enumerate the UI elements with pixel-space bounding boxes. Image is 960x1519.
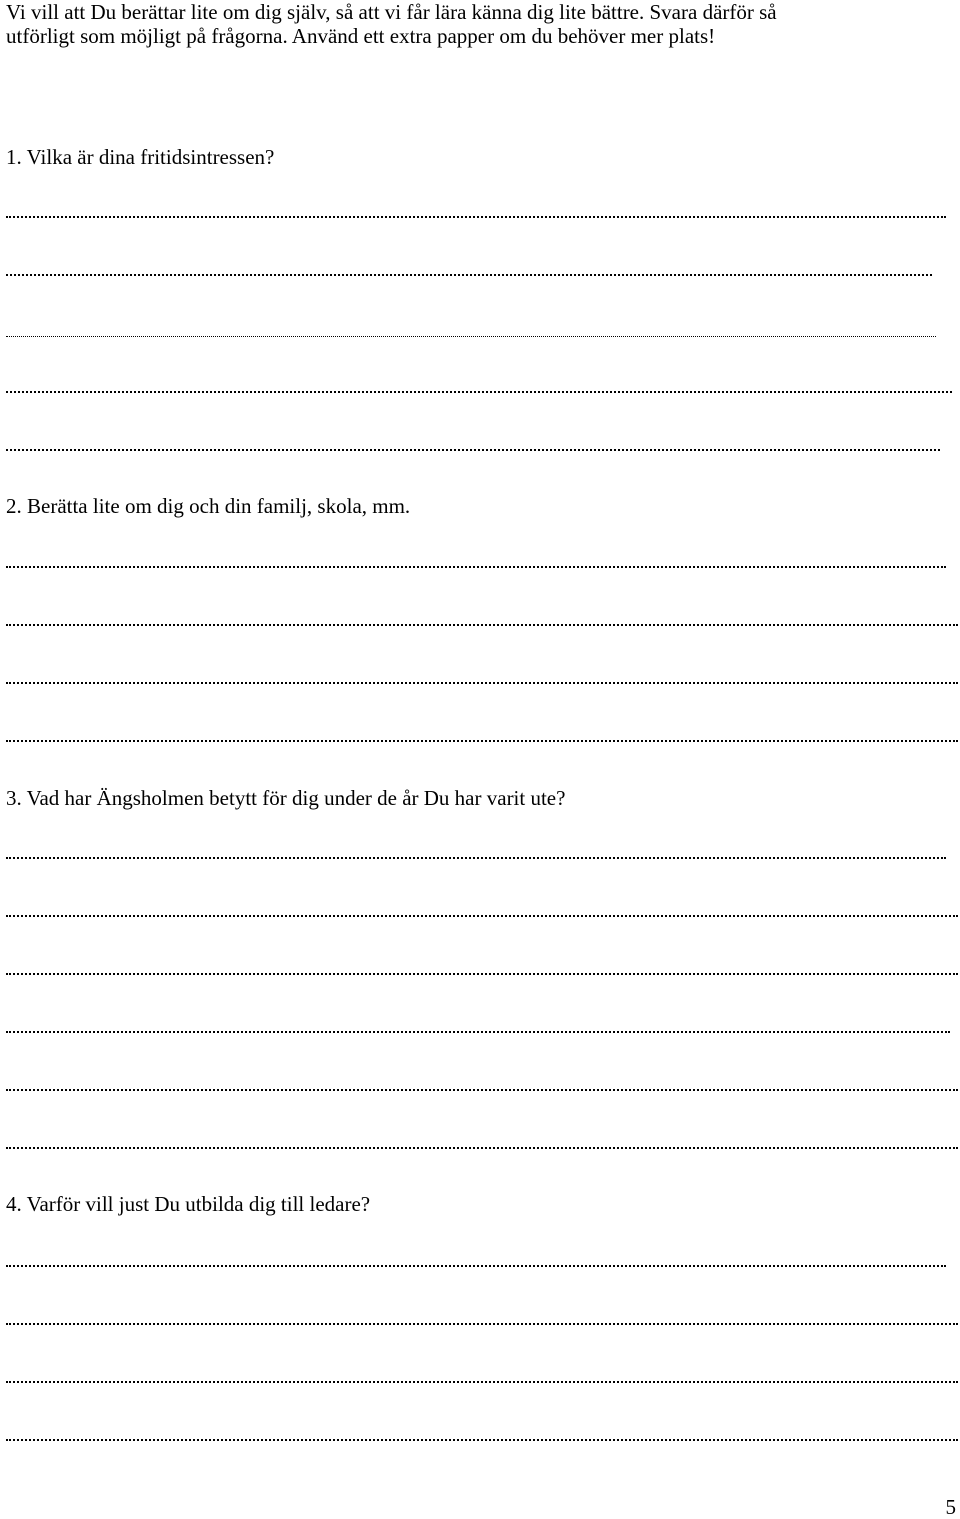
page-number: 5 — [945, 1495, 956, 1519]
question-2-label: 2. Berätta lite om dig och din familj, skola, mm. — [6, 494, 411, 518]
question-1-label: 1. Vilka är dina fritidsintressen? — [6, 145, 275, 169]
answer-line[interactable] — [6, 560, 946, 568]
answer-line[interactable] — [6, 1083, 958, 1091]
answer-line[interactable] — [6, 1317, 958, 1325]
answer-line[interactable] — [6, 909, 958, 917]
intro-line-1: Vi vill att Du berättar lite om dig själv, så att vi får lära känna dig lite bättre. Svara därför så — [6, 0, 777, 24]
answer-line[interactable] — [6, 1141, 958, 1149]
answer-line[interactable] — [6, 1375, 958, 1383]
answer-line[interactable] — [6, 1433, 958, 1441]
answer-line[interactable] — [6, 210, 946, 218]
answer-line[interactable] — [6, 967, 958, 975]
answer-line[interactable] — [6, 385, 952, 393]
question-4-label: 4. Varför vill just Du utbilda dig till ledare? — [6, 1192, 371, 1216]
answer-line[interactable] — [6, 618, 958, 626]
answer-line[interactable] — [6, 330, 936, 337]
answer-line[interactable] — [6, 268, 932, 276]
intro-text — [6, 0, 951, 48]
question-3-label: 3. Vad har Ängsholmen betytt för dig under de år Du har varit ute? — [6, 786, 566, 810]
answer-line[interactable] — [6, 1259, 946, 1267]
intro-line-2: utförligt som möjligt på frågorna. Använd ett extra papper om du behöver mer plats! — [6, 24, 716, 48]
answer-line[interactable] — [6, 1025, 950, 1033]
answer-line[interactable] — [6, 851, 946, 859]
answer-line[interactable] — [6, 734, 958, 742]
answer-line[interactable] — [6, 443, 940, 451]
answer-line[interactable] — [6, 676, 958, 684]
